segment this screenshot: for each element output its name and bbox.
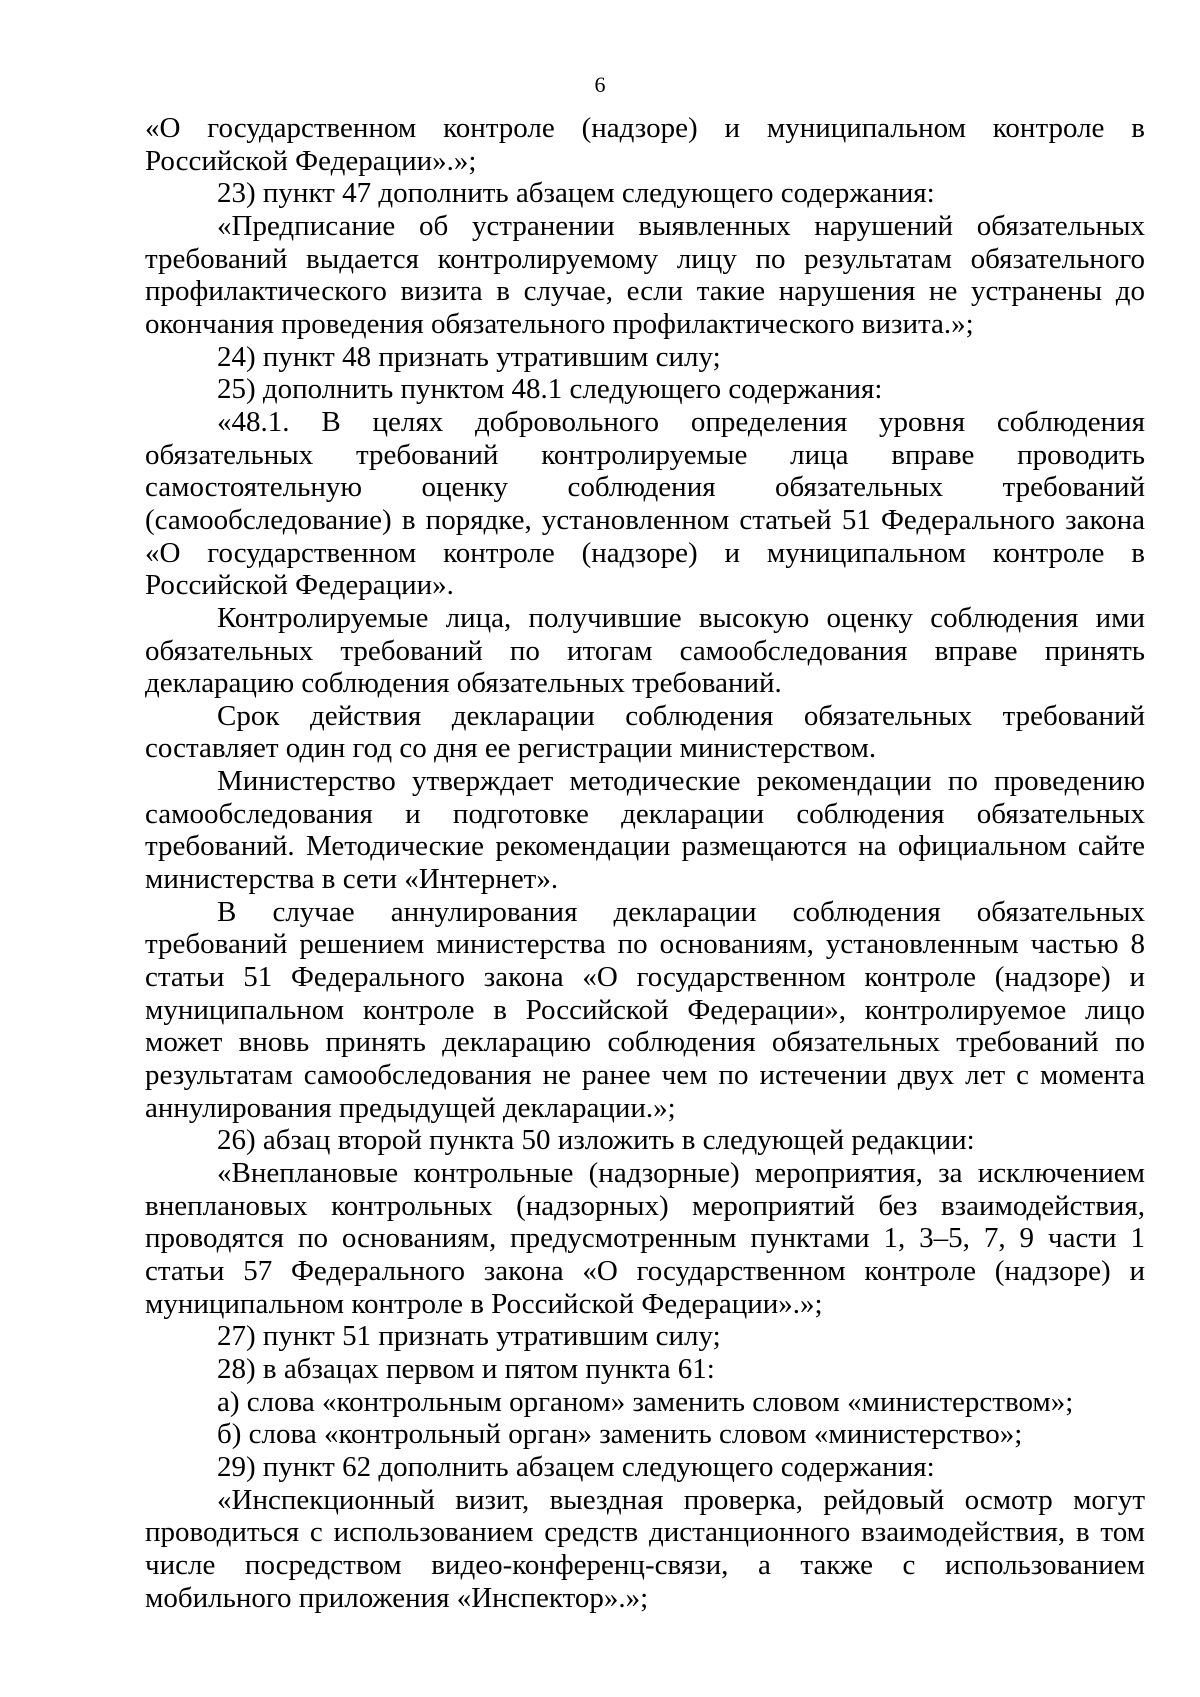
- paragraph-item-26: 26) абзац второй пункта 50 изложить в следующей редакции:: [217, 1124, 975, 1157]
- paragraph-48-1: «48.1. В целях добровольного определения уровня соблюдения обязательных требований контролируемые лица вправе проводить самостоятельную оценку соблюдения обязательных требований (самообследование) в порядке, установленном статьей 51 Федерального закона «О государственном контроле (надзоре) и муниципальном контроле в Российской Федерации».: [145, 405, 1145, 602]
- page-number: 6: [594, 72, 606, 97]
- paragraph-item-25: 25) дополнить пунктом 48.1 следующего содержания:: [217, 373, 883, 406]
- paragraph-item-27: 27) пункт 51 признать утратившим силу;: [217, 1320, 721, 1353]
- paragraph-item-28-b: б) слова «контрольный орган» заменить словом «министерство»;: [217, 1418, 1023, 1451]
- paragraph-unscheduled-measures: «Внеплановые контрольные (надзорные) мероприятия, за исключением внеплановых контрольных (надзорных) мероприятий без взаимодействия, проводятся по основаниям, предусмотренным пунктами 1, 3–5, 7, 9 части 1 статьи 57 Федерального закона «О государственном контроле (надзоре) и муниципальном контроле в Российской Федерации».»;: [145, 1157, 1145, 1320]
- paragraph-inspection-visit: «Инспекционный визит, выездная проверка, рейдовый осмотр могут проводиться с использованием средств дистанционного взаимодействия, в том числе посредством видео-конференц-связи, а также с использованием мобильного приложения «Инспектор».»;: [145, 1483, 1145, 1614]
- paragraph-item-29: 29) пункт 62 дополнить абзацем следующего содержания:: [217, 1450, 935, 1483]
- paragraph-declaration: Контролируемые лица, получившие высокую оценку соблюдения ими обязательных требований по итогам самообследования вправе принять декларацию соблюдения обязательных требований.: [145, 601, 1145, 700]
- paragraph-declaration-term: Срок действия декларации соблюдения обязательных требований составляет один год со дня ее регистрации министерством.: [145, 699, 1145, 765]
- paragraph-methodical-recommendations: Министерство утверждает методические рекомендации по проведению самообследования и подготовке декларации соблюдения обязательных требований. Методические рекомендации размещаются на официальном сайте министерства в сети «Интернет».: [145, 765, 1145, 896]
- paragraph-item-28: 28) в абзацах первом и пятом пункта 61:: [217, 1352, 715, 1385]
- document-body: [145, 112, 1145, 1614]
- paragraph-item-28-a: а) слова «контрольным органом» заменить словом «министерством»;: [217, 1385, 1074, 1418]
- paragraph-declaration-annulment: В случае аннулирования декларации соблюдения обязательных требований решением министерства по основаниям, установленным частью 8 статьи 51 Федерального закона «О государственном контроле (надзоре) и муниципальном контроле в Российской Федерации», контролируемое лицо может вновь принять декларацию соблюдения обязательных требований по результатам самообследования не ранее чем по истечении двух лет с момента аннулирования предыдущей декларации.»;: [145, 895, 1145, 1124]
- paragraph-continuation: «О государственном контроле (надзоре) и муниципальном контроле в Российской Федерации».»;: [145, 112, 1145, 177]
- paragraph-item-23: 23) пункт 47 дополнить абзацем следующего содержания:: [217, 177, 935, 210]
- paragraph-quote-prescription: «Предписание об устранении выявленных нарушений обязательных требований выдается контролируемому лицу по результатам обязательного профилактического визита в случае, если такие нарушения не устранены до окончания проведения обязательного профилактического визита.»;: [145, 209, 1145, 340]
- paragraph-item-24: 24) пункт 48 признать утратившим силу;: [217, 340, 721, 373]
